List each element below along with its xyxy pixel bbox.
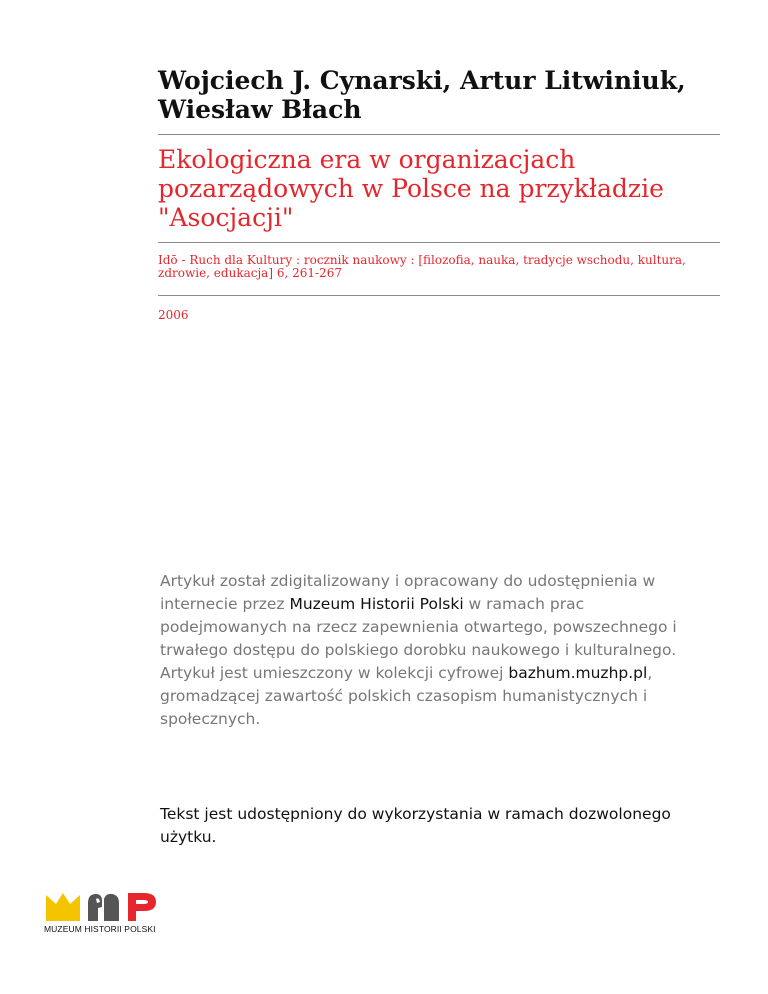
usage-note: Tekst jest udostępniony do wykorzystania w ramach dozwolonego użytku.	[160, 805, 671, 846]
museum-logo-icon	[44, 891, 164, 923]
notice-text-1: Artykuł został zdigitalizowany i opracowany do udostępnienia w internecie przez	[160, 572, 656, 613]
logo-caption: MUZEUM HISTORII POLSKI	[44, 924, 156, 934]
divider-top	[158, 134, 720, 135]
divider-bottom	[158, 295, 720, 296]
digitization-notice	[160, 570, 700, 731]
authors: Wojciech J. Cynarski, Artur Litwiniuk, Wiesław Błach	[158, 66, 686, 124]
collection-site: bazhum.muzhp.pl	[508, 664, 648, 682]
source-citation: Idō - Ruch dla Kultury : rocznik naukowy : [filozofia, nauka, tradycje wschodu, kultura, zdrowie, edukacja] 6, 261-267	[158, 253, 686, 280]
publication-year: 2006	[158, 308, 189, 322]
article-title: Ekologiczna era w organizacjach pozarządowych w Polsce na przykładzie "Asocjacji"	[158, 145, 664, 232]
museum-logo	[44, 891, 174, 935]
museum-name: Muzeum Historii Polski	[289, 595, 464, 613]
notice-text-3: , gromadzącej zawartość polskich czasopism humanistycznych i społecznych.	[160, 664, 653, 728]
divider-middle	[158, 242, 720, 243]
notice-text-2: w ramach prac podejmowanych na rzecz zapewnienia otwartego, powszechnego i trwałego dostępu do polskiego dorobku naukowego i kulturalnego. Artykuł jest umieszczony w kolekcji cyfrowej	[160, 595, 677, 682]
